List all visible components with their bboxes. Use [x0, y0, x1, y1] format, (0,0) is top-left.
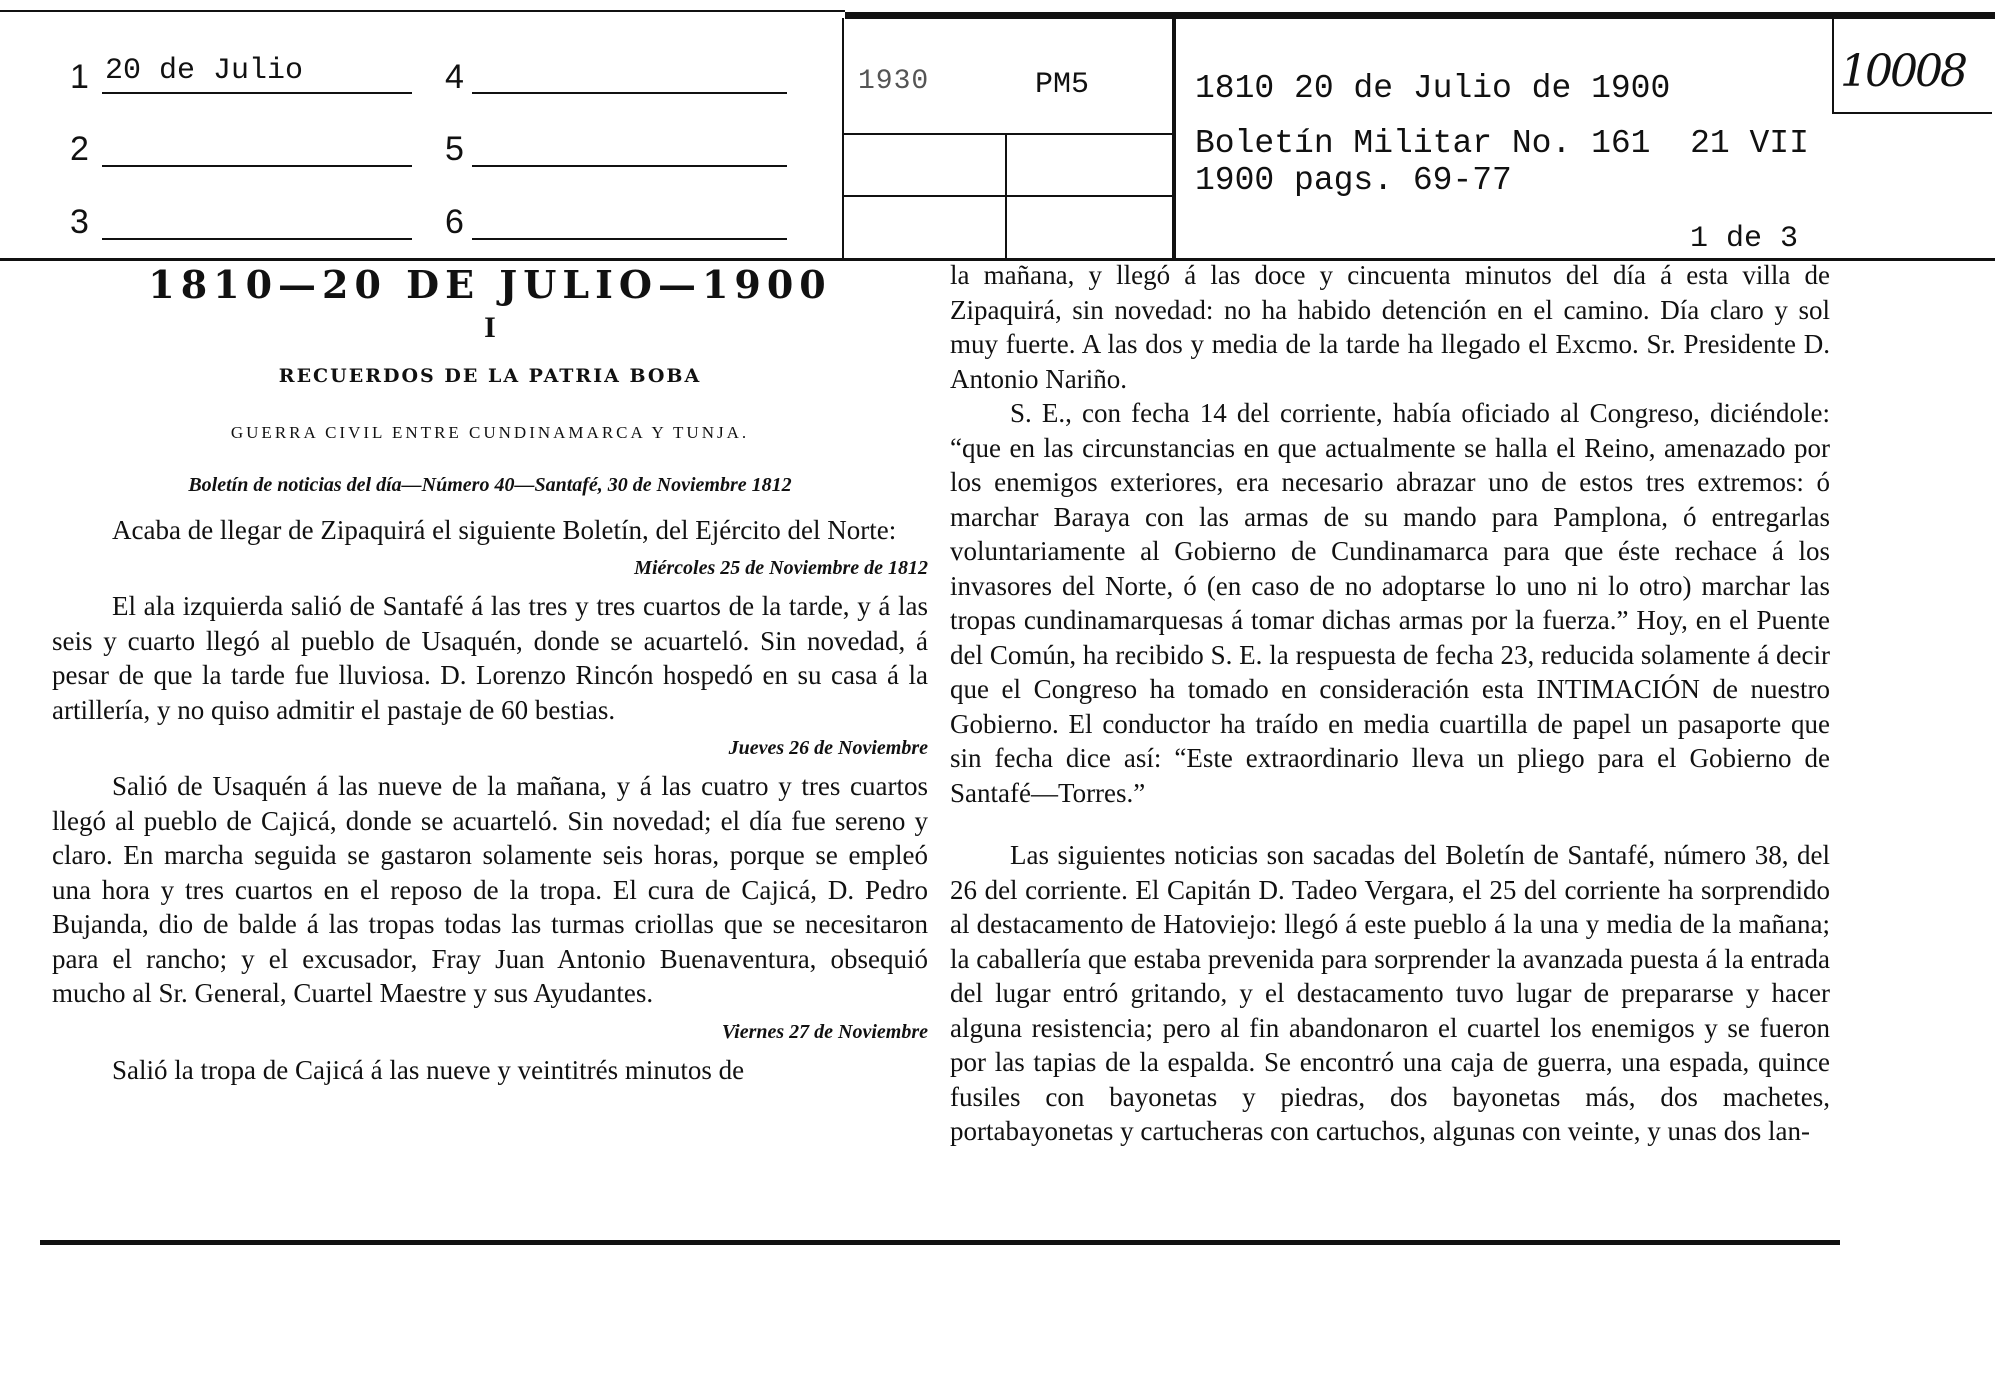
handwritten-id-box-bottom — [1832, 112, 1992, 114]
field-line-3 — [102, 238, 412, 240]
article-heading: 1810—20 DE JULIO—1900 — [148, 262, 832, 307]
handwritten-id-box — [1832, 18, 1834, 113]
field-value-1: 20 de Julio — [105, 54, 304, 88]
intro-paragraph: Acaba de llegar de Zipaquirá el siguiente Boletín, del Ejército del Norte: — [112, 514, 897, 545]
right-paragraph-1: la mañana, y llegó á las doce y cincuenta minutos del día á esta villa de Zipaquirá, sin novedad: no ha habido detención en el camino. Día claro y sol muy fuerte. A las dos y media de la tarde ha llegado el Excmo. Sr. Presidente D. Antonio Nariño. — [950, 260, 1830, 394]
field-number-1: 1 — [70, 58, 89, 96]
field-number-3: 3 — [70, 203, 89, 241]
paragraph-2: Salió de Usaquén á las nueve de la mañana, y á las cuatro y tres cuartos llegó al pueblo de Cajicá, donde se acuarteló. Sin novedad; el día fue sereno y claro. En marcha seguida se gastaron solamente seis horas, porque se empleó una hora y tres cuartos en el reposo de la tropa. El cura de Cajicá, D. Pedro Bujanda, dio de balde á las tropas todas las turmas criollas que se necesitaron para el rancho; y el excusador, Fray Juan Antonio Buenaventura, obsequió mucho al Sr. General, Cuartel Maestre y sus Ayudantes. — [52, 771, 928, 1008]
entry-line-2: Boletín Militar No. 161 21 VII — [1195, 125, 1809, 162]
entry-line-1: 1810 20 de Julio de 1900 — [1195, 70, 1671, 107]
page-bottom-rule — [40, 1240, 1840, 1245]
dateline-3: Viernes 27 de Noviembre — [721, 1020, 928, 1043]
paragraph-3: Salió la tropa de Cajicá á las nueve y veintitrés minutos de — [112, 1054, 745, 1085]
section-title: RECUERDOS DE LA PATRIA BOBA — [278, 365, 702, 387]
box-code-left: 1930 — [858, 66, 930, 97]
field-number-2: 2 — [70, 130, 89, 168]
top-rule — [845, 12, 1995, 19]
box-code-right: PM5 — [1035, 68, 1090, 102]
field-line-5 — [472, 165, 787, 167]
box-rule-1 — [842, 133, 1172, 135]
right-paragraph-2: S. E., con fecha 14 del corriente, había oficiado al Congreso, diciéndole: “que en las circunstancias en que actualmente se halla el Reino, amenazado por los enemigos exteriores, era necesario abrazar uno de estos tres extremos: ó marchar Baraya con las armas de su mando para Pamplona, ó entregarlas voluntariamente al Gobierno de Cundinamarca para que éste rechace á los invasores del Norte, ó (en caso de no adoptarse lo uno ni lo otro) marchar las tropas cundinamarquesas á tomar dichas armas por la fuerza.” Hoy, en el Puente del Común, ha recibido S. E. la respuesta de fecha 23, reducida solamente á decir que el Congreso ha tomado en consideración esta INTIMACIÓN de nuestro Gobierno. El conductor ha traído en media cuartilla de papel un pasaporte que sin fecha dice así: “Este extraordinario lleva un pliego para el Gobierno de Santafé—Torres.” — [950, 398, 1830, 808]
field-number-6: 6 — [445, 203, 464, 241]
field-line-4 — [472, 92, 787, 94]
left-column — [52, 262, 928, 1087]
section-subtitle: GUERRA CIVIL ENTRE CUNDINAMARCA Y TUNJA. — [230, 422, 750, 442]
page-count: 1 de 3 — [1690, 222, 1799, 256]
box-divider-left — [842, 18, 844, 258]
handwritten-id: 10008 — [1840, 46, 1965, 97]
field-line-1 — [102, 92, 412, 94]
top-rule-thin — [0, 10, 845, 12]
field-number-4: 4 — [445, 58, 464, 96]
entry-line-3: 1900 pags. 69-77 — [1195, 162, 1512, 199]
right-column — [950, 258, 1830, 1149]
field-line-6 — [472, 238, 787, 240]
paragraph-1: El ala izquierda salió de Santafé á las tres y tres cuartos de la tarde, y á las seis y cuarto llegó al pueblo de Usaquén, donde se acuarteló. Sin novedad, á pesar de que la tarde fue lluviosa. D. Lorenzo Rincón hospedó en su casa á la artillería, y no quiso admitir el pastaje de 60 bestias. — [52, 591, 928, 725]
roman-numeral: I — [484, 310, 496, 344]
source-line: Boletín de noticias del día—Número 40—Santafé, 30 de Noviembre 1812 — [188, 474, 792, 496]
dateline-2: Jueves 26 de Noviembre — [728, 737, 928, 759]
box-rule-2 — [842, 195, 1172, 197]
dateline-1: Miércoles 25 de Noviembre de 1812 — [634, 557, 928, 579]
right-paragraph-3: Las siguientes noticias son sacadas del Boletín de Santafé, número 38, del 26 del corriente. El Capitán D. Tadeo Vergara, el 25 del corriente ha sorprendido al destacamento de Hatoviejo: llegó á este pueblo á la una y media de la mañana; la caballería que estaba prevenida para sorprender la avanzada puesta á la entrada del lugar entró gritando, y el destacamento tuvo lugar de prepararse y hacer alguna resistencia; pero al fin abandonaron el cuartel los enemigos y se fueron por las tapias de la espalda. Se encontró una caja de guerra, una espada, quince fusiles con bayonetas y piedras, dos bayonetas más, dos machetes, portabayonetas y cartucheras con cartuchos, algunas con veinte, y unas dos lan- — [950, 840, 1830, 1146]
field-line-2 — [102, 165, 412, 167]
field-number-5: 5 — [445, 130, 464, 168]
box-divider-right — [1172, 18, 1176, 258]
